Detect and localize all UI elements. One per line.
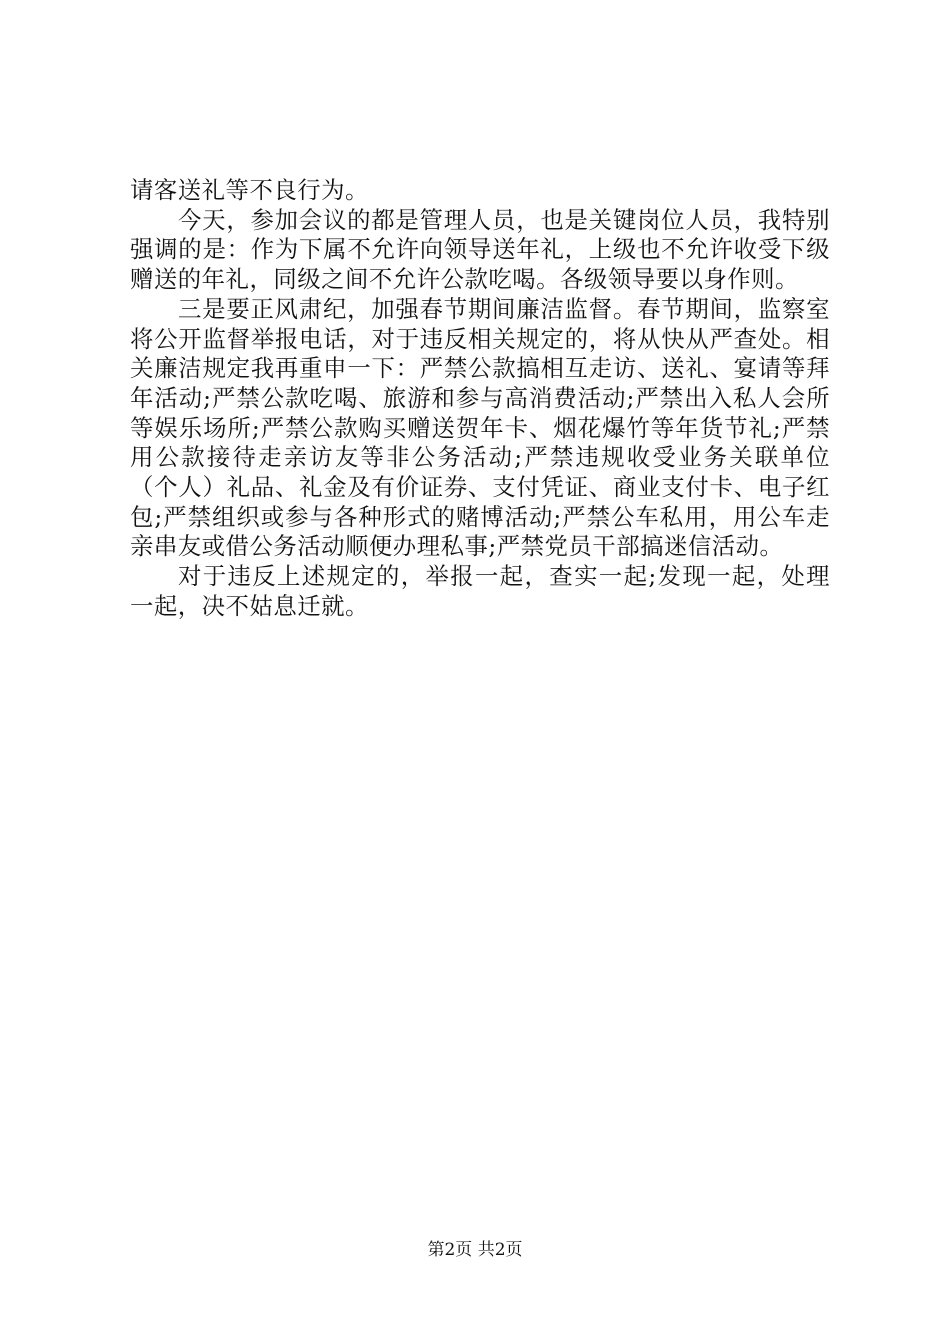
paragraph: 对于违反上述规定的，举报一起，查实一起;发现一起，处理一起，决不姑息迁就。: [130, 562, 830, 620]
paragraph: 三是要正风肃纪，加强春节期间廉洁监督。春节期间，监察室将公开监督举报电话，对于违反相关规定的，将从快从严查处。相关廉洁规定我再重申一下：严禁公款搞相互走访、送礼、宴请等拜年活动;严禁公款吃喝、旅游和参与高消费活动;严禁出入私人会所等娱乐场所;严禁公款购买赠送贺年卡、烟花爆竹等年货节礼;严禁用公款接待走亲访友等非公务活动;严禁违规收受业务关联单位（个人）礼品、礼金及有价证券、支付凭证、商业支付卡、电子红包;严禁组织或参与各种形式的赌博活动;严禁公车私用，用公车走亲串友或借公务活动顺便办理私事;严禁党员干部搞迷信活动。: [130, 294, 830, 561]
paragraph-continuation: 请客送礼等不良行为。: [130, 176, 369, 204]
paragraph: 今天，参加会议的都是管理人员，也是关键岗位人员，我特别强调的是：作为下属不允许向领导送年礼，上级也不允许收受下级赠送的年礼，同级之间不允许公款吃喝。各级领导要以身作则。: [130, 205, 830, 294]
page-footer: 第2页 共2页: [427, 1240, 523, 1260]
document-body: [130, 176, 830, 622]
